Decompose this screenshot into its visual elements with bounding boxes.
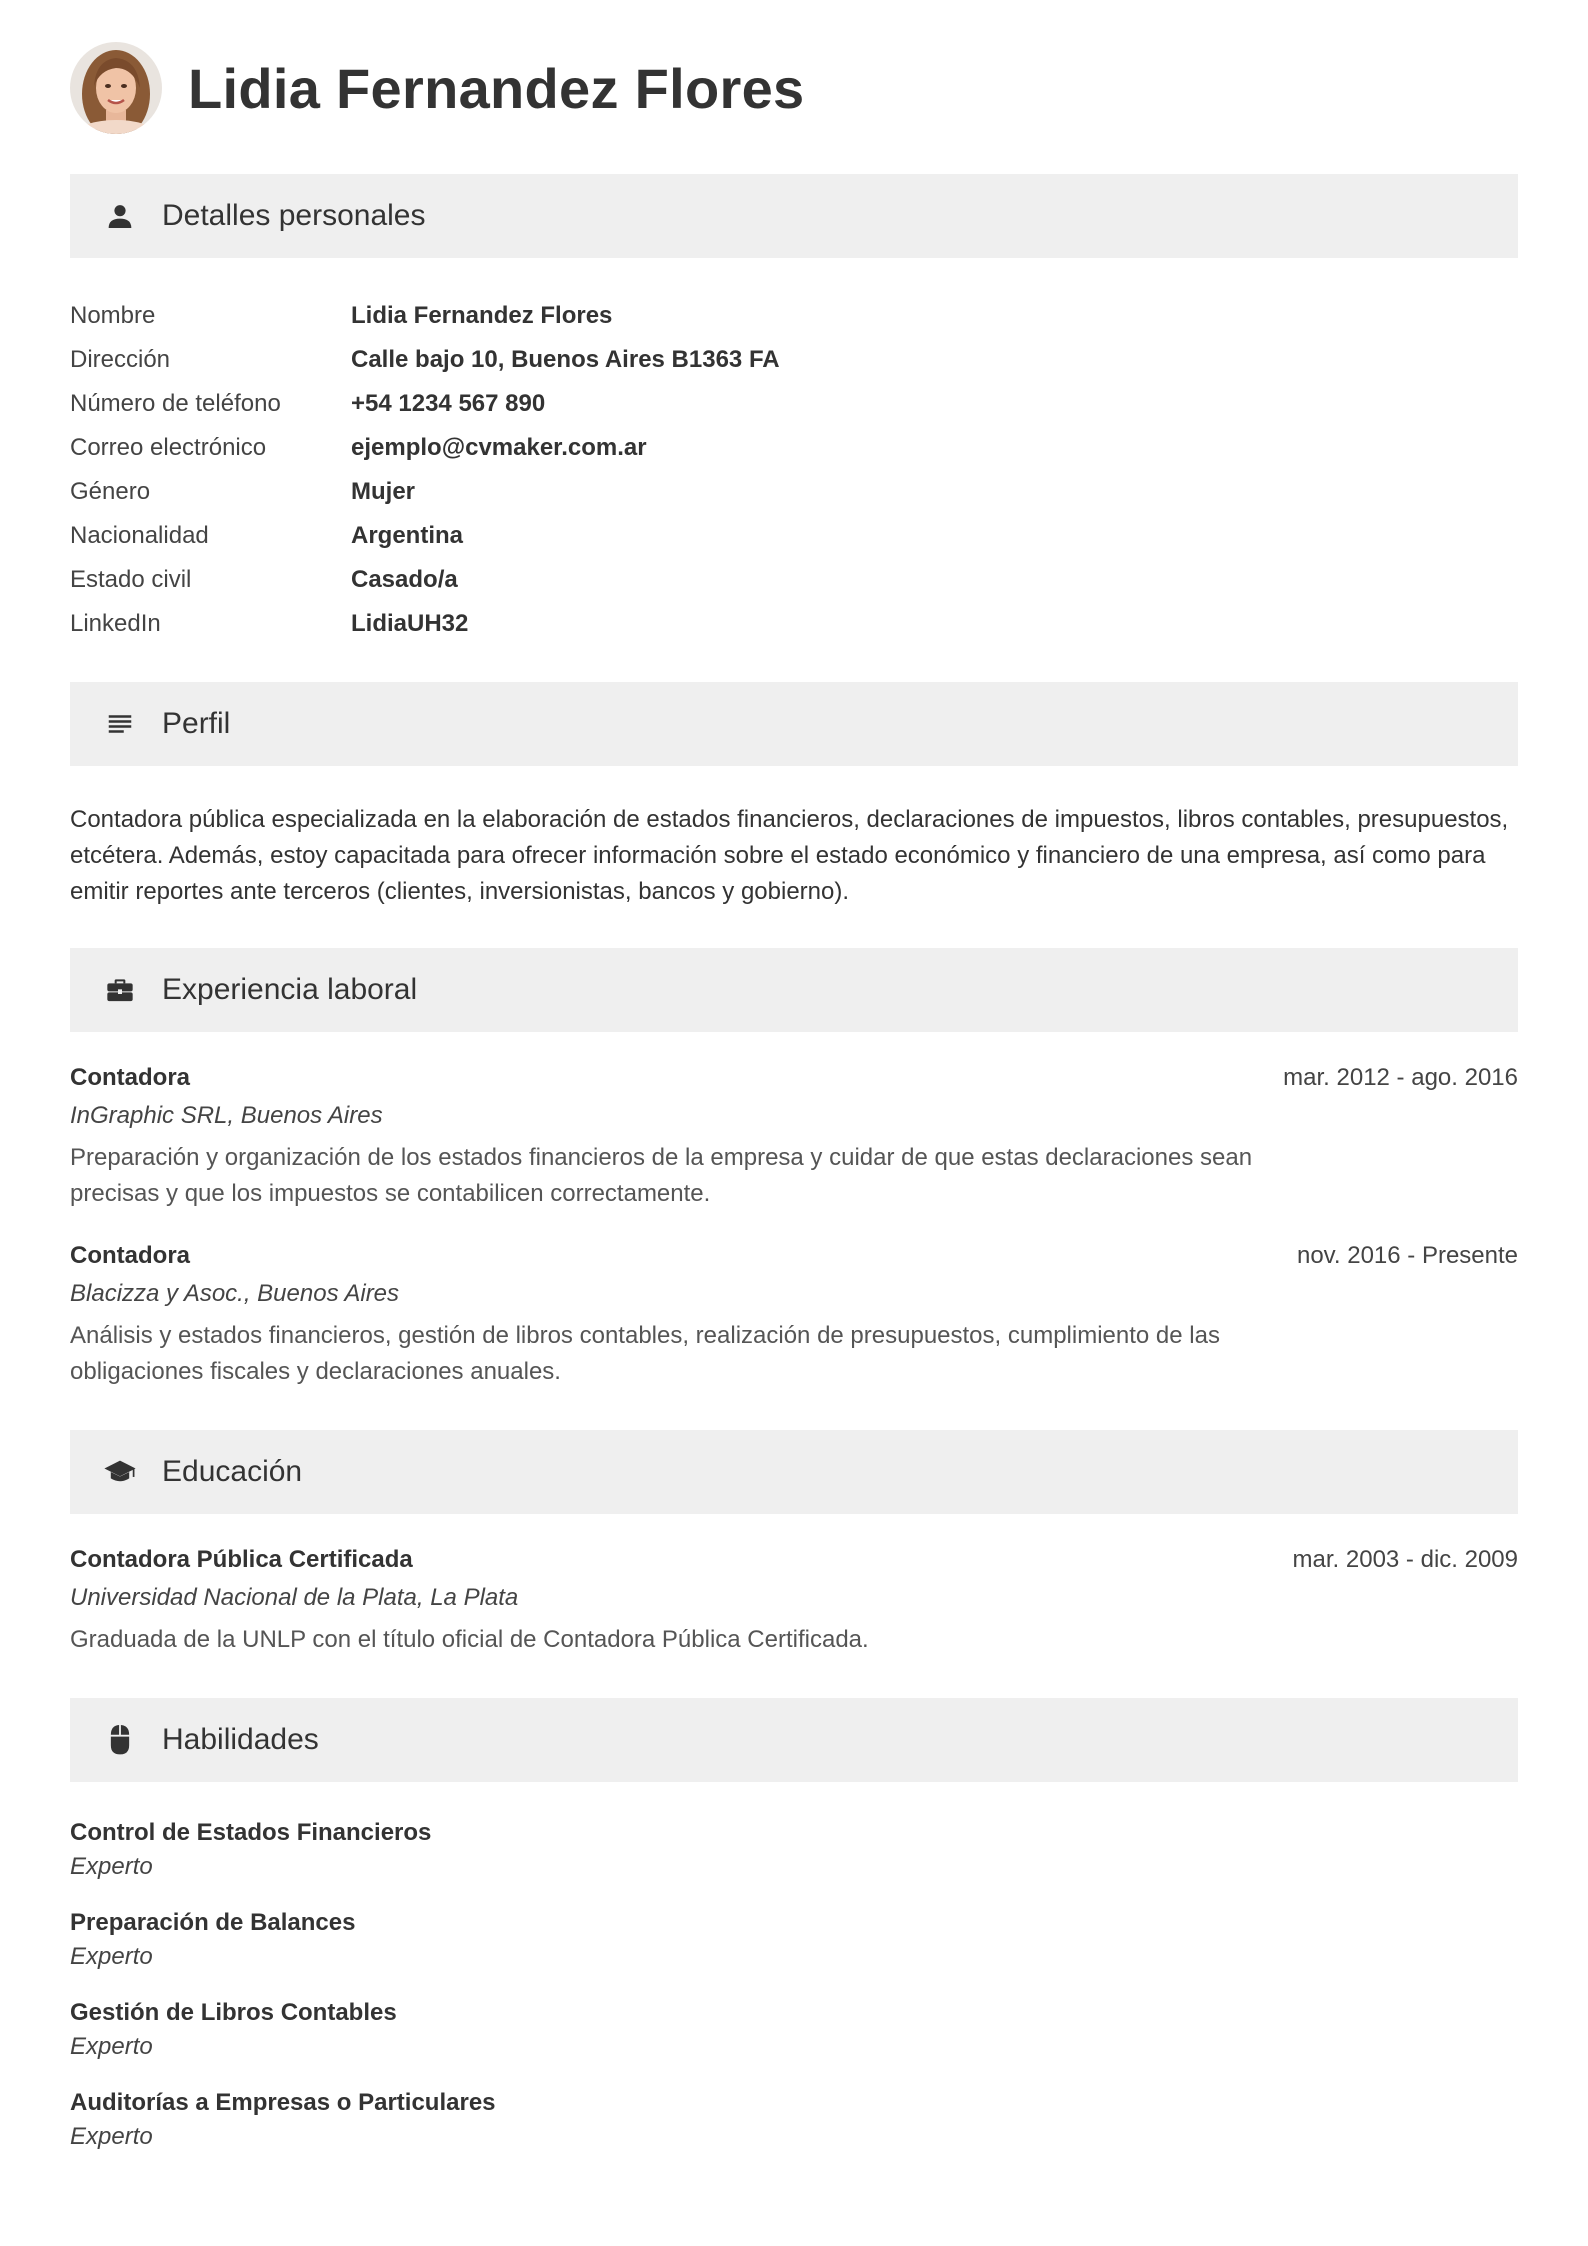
skill-name: Auditorías a Empresas o Particulares [70, 2089, 496, 2116]
detail-row [70, 382, 1518, 426]
avatar [70, 42, 162, 134]
detail-value: ejemplo@cvmaker.com.ar [351, 434, 647, 461]
skill-level: Experto [70, 2123, 153, 2150]
text-lines-icon [102, 706, 138, 742]
job-employer: Blacizza y Asoc., Buenos Aires [70, 1280, 400, 1307]
detail-row [70, 338, 1518, 382]
detail-value: Lidia Fernandez Flores [351, 302, 613, 329]
section-profile [70, 682, 1518, 766]
skill-item [70, 1996, 1518, 2064]
skill-level: Experto [70, 1853, 153, 1880]
skill-name: Gestión de Libros Contables [70, 1999, 397, 2026]
section-personal-details [70, 174, 1518, 258]
detail-label: Dirección [70, 346, 171, 373]
detail-label: Género [70, 478, 151, 505]
skill-level: Experto [70, 1943, 153, 1970]
section-title: Habilidades [162, 1723, 319, 1756]
detail-row [70, 558, 1518, 602]
graduation-cap-icon [102, 1454, 138, 1490]
profile-summary: Contadora pública especializada en la elaboración de estados financieros, declaraciones de impuestos, libros contables, presupuestos, etcétera. Además, estoy capacitada para ofrecer información sobre el estado económico y financiero de una empresa, así como para emitir reportes ante terceros (clientes, inversionistas, bancos y gobierno). [70, 806, 1509, 905]
section-title: Detalles personales [162, 199, 426, 232]
detail-row [70, 514, 1518, 558]
candidate-name: Lidia Fernandez Flores [188, 56, 805, 120]
section-title: Perfil [162, 707, 231, 740]
detail-label: Nombre [70, 302, 156, 329]
section-title: Educación [162, 1455, 303, 1488]
personal-details-list [70, 294, 1518, 646]
detail-label: Correo electrónico [70, 434, 267, 461]
detail-row [70, 470, 1518, 514]
job-employer: InGraphic SRL, Buenos Aires [70, 1102, 383, 1129]
section-experience [70, 948, 1518, 1032]
resume-header [70, 40, 1518, 136]
section-title: Experiencia laboral [162, 973, 418, 1006]
detail-value: Mujer [351, 478, 416, 505]
education-entry [70, 1546, 1518, 1658]
job-title: Contadora [70, 1064, 190, 1091]
detail-row [70, 294, 1518, 338]
briefcase-icon [102, 972, 138, 1008]
degree-title: Contadora Pública Certificada [70, 1546, 413, 1573]
detail-value: LidiaUH32 [351, 610, 469, 637]
detail-value: Casado/a [351, 566, 458, 593]
detail-value: +54 1234 567 890 [351, 390, 546, 417]
job-title: Contadora [70, 1242, 190, 1269]
experience-entry [70, 1064, 1518, 1212]
degree-description: Graduada de la UNLP con el título oficial de Contadora Pública Certificada. [70, 1626, 869, 1653]
experience-entry [70, 1242, 1518, 1390]
skill-name: Control de Estados Financieros [70, 1819, 432, 1846]
degree-institution: Universidad Nacional de la Plata, La Plata [70, 1584, 519, 1611]
skill-item [70, 1906, 1518, 1974]
job-description: Preparación y organización de los estados financieros de la empresa y cuidar de que estas declaraciones sean precisas y que los impuestos se contabilicen correctamente. [70, 1144, 1253, 1207]
detail-row [70, 602, 1518, 646]
skill-name: Preparación de Balances [70, 1909, 356, 1936]
skill-item [70, 1816, 1518, 1884]
person-icon [102, 198, 138, 234]
detail-label: Número de teléfono [70, 390, 281, 417]
detail-value: Argentina [351, 522, 464, 549]
degree-date: mar. 2003 - dic. 2009 [1292, 1546, 1518, 1573]
detail-value: Calle bajo 10, Buenos Aires B1363 FA [351, 346, 780, 373]
detail-label: Estado civil [70, 566, 192, 593]
job-description: Análisis y estados financieros, gestión de libros contables, realización de presupuestos, cumplimiento de las obligaciones fiscales y declaraciones anuales. [70, 1322, 1220, 1385]
detail-row [70, 426, 1518, 470]
job-date: nov. 2016 - Presente [1296, 1242, 1518, 1269]
section-skills [70, 1698, 1518, 1782]
detail-label: LinkedIn [70, 610, 161, 637]
avatar-photo [70, 42, 162, 134]
detail-label: Nacionalidad [70, 522, 209, 549]
section-education [70, 1430, 1518, 1514]
mouse-icon [102, 1722, 138, 1758]
skill-level: Experto [70, 2033, 153, 2060]
skills-list [70, 1816, 1518, 2154]
job-date: mar. 2012 - ago. 2016 [1283, 1064, 1518, 1091]
skill-item [70, 2086, 1518, 2154]
